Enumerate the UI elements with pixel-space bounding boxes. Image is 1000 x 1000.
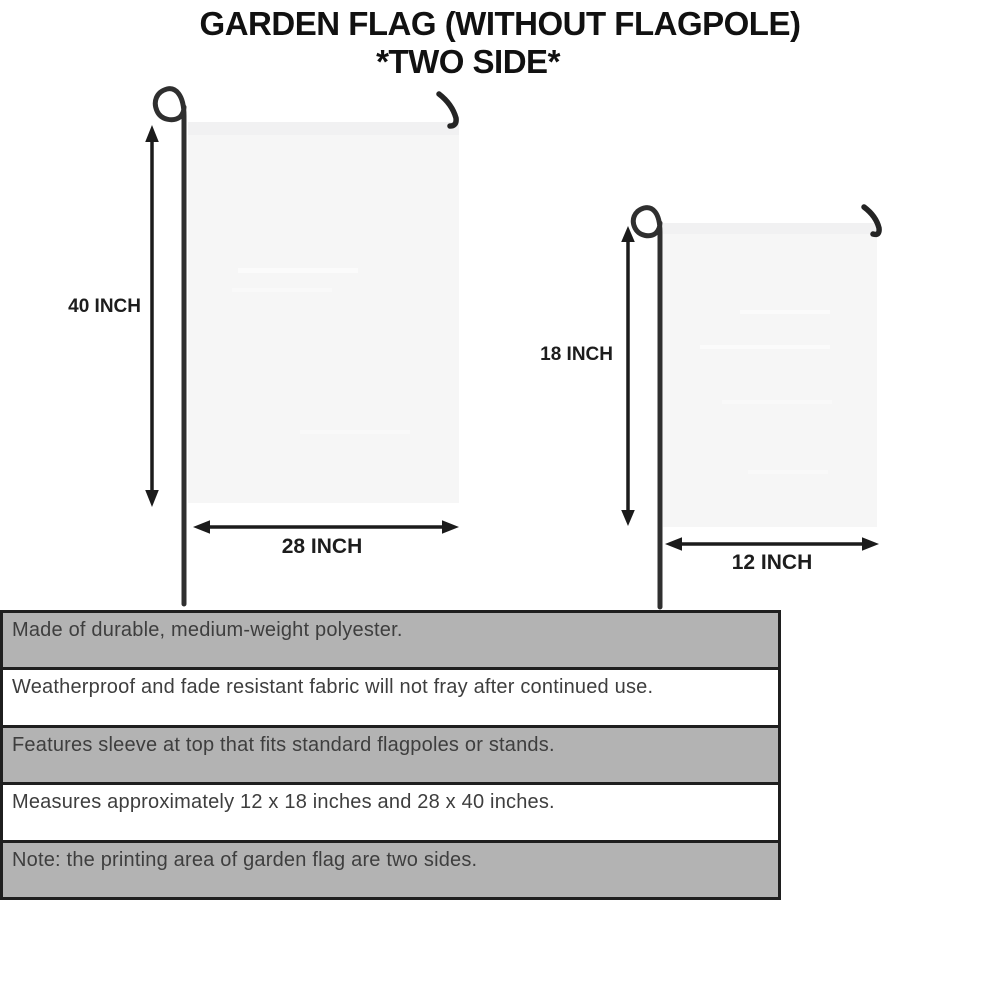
title-line-2: *TWO SIDE* (376, 43, 560, 80)
small-flag-height-label: 18 INCH (540, 344, 613, 365)
large-flag-cloth (188, 122, 459, 503)
features-panel (0, 610, 781, 900)
title-line-1: GARDEN FLAG (WITHOUT FLAGPOLE) (199, 5, 801, 42)
large-flag-sleeve (188, 122, 459, 135)
large-flag-hook-icon (439, 94, 456, 126)
small-flag-width-label: 12 INCH (731, 551, 813, 574)
small-flag-pole-icon (633, 208, 660, 607)
small-flag-cloth (663, 223, 877, 527)
small-flag-width-arrow (665, 537, 879, 551)
large-flag-width-label: 28 INCH (281, 535, 363, 558)
feature-row-sleeve: Features sleeve at top that fits standard flagpoles or stands. (3, 728, 778, 785)
small-flag-group (621, 207, 879, 607)
large-flag-pole-icon (155, 89, 184, 604)
large-flag-height-arrow (145, 125, 159, 507)
feature-row-note: Note: the printing area of garden flag are two sides. (3, 843, 778, 897)
large-flag-width-arrow (193, 520, 459, 534)
small-flag-height-arrow (621, 226, 635, 526)
large-flag-group (145, 89, 459, 604)
feature-row-weatherproof: Weatherproof and fade resistant fabric will not fray after continued use. (3, 670, 778, 727)
feature-row-material: Made of durable, medium-weight polyester. (3, 613, 778, 670)
large-flag-height-label: 40 INCH (68, 296, 141, 317)
small-flag-sleeve (663, 223, 877, 234)
feature-row-measurements: Measures approximately 12 x 18 inches and 28 x 40 inches. (3, 785, 778, 842)
